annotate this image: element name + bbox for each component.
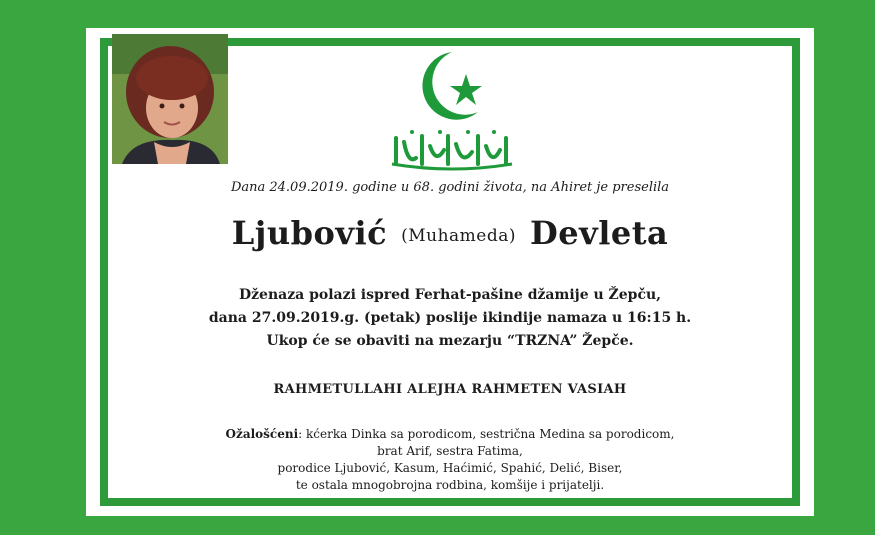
father-name: (Muhameda)	[401, 226, 516, 246]
funeral-details	[86, 284, 814, 353]
portrait-photo	[112, 34, 228, 164]
mourners-line	[86, 426, 814, 443]
mourners-block	[86, 426, 814, 494]
prayer-line: RAHMETULLAHI ALEJHA RAHMETEN VASIAH	[273, 382, 627, 397]
mourners-line: te ostala mnogobrojna rodbina, komšije i prijatelji.	[295, 478, 605, 492]
mourners-label: Ožalošćeni	[225, 427, 299, 441]
death-announcement-line: Dana 24.09.2019. godine u 68. godini života, na Ahiret je preselila	[230, 180, 670, 195]
funeral-line: Dženaza polazi ispred Ferhat-pašine džamije u Žepču,	[238, 287, 662, 303]
funeral-line: Ukop će se obaviti na mezarju “TRZNA” Žepče.	[266, 333, 634, 349]
mourners-line: brat Arif, sestra Fatima,	[377, 444, 523, 458]
crescent-star-calligraphy-icon	[382, 46, 522, 178]
first-name: Devleta	[529, 214, 669, 252]
funeral-line: dana 27.09.2019.g. (petak) poslije ikindije namaza u 16:15 h.	[208, 310, 692, 326]
surname: Ljubović	[231, 214, 388, 252]
mourners-line: porodice Ljubović, Kasum, Haćimić, Spahić, Delić, Biser,	[277, 461, 623, 475]
mourners-text: : kćerka Dinka sa porodicom, sestrična Medina sa porodicom,	[298, 427, 675, 441]
portrait-illustration	[112, 34, 228, 164]
deceased-name	[86, 214, 814, 252]
obituary-sheet	[86, 28, 814, 516]
